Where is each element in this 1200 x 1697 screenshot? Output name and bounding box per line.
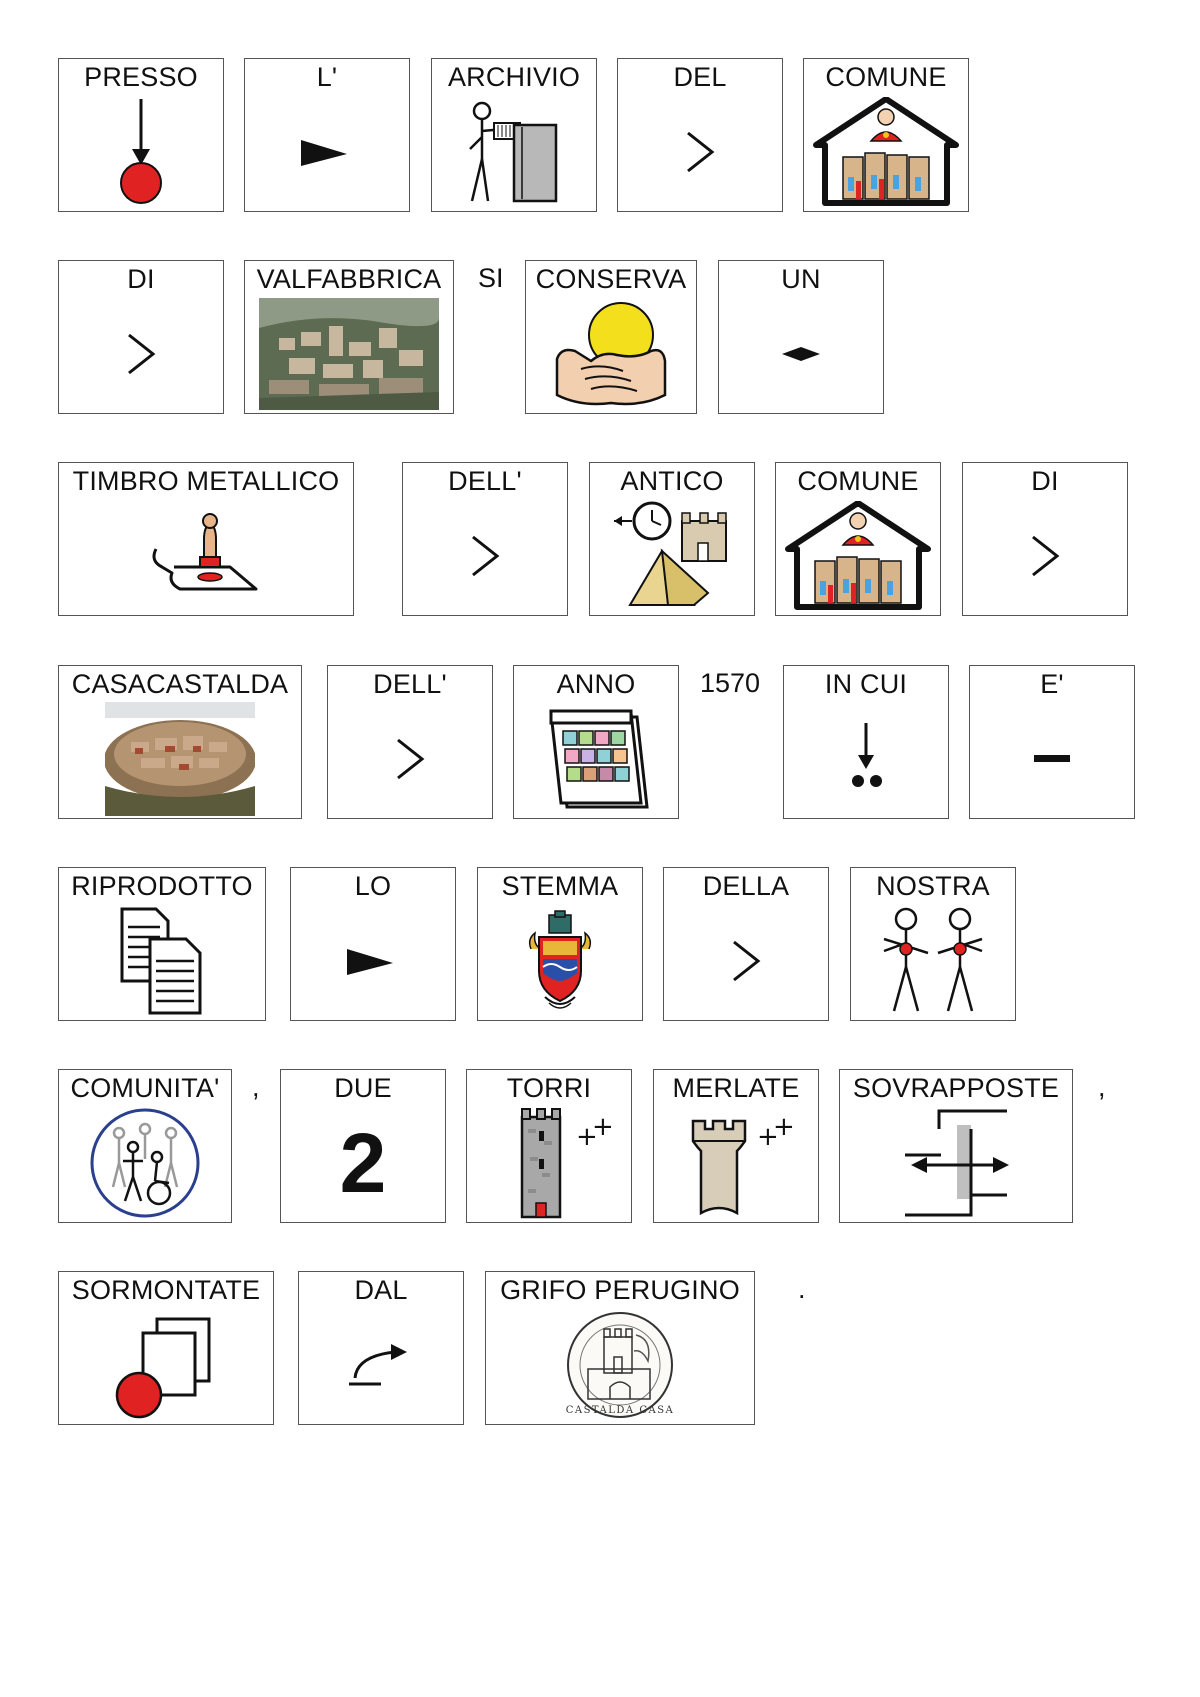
card-label: ANTICO (620, 466, 724, 496)
card-label: DI (127, 264, 155, 294)
card-label: PRESSO (84, 62, 198, 92)
card-label: COMUNITA' (70, 1073, 220, 1103)
card-label: IN CUI (824, 669, 908, 699)
symbol-card[interactable] (513, 665, 679, 819)
tower-plural-icon (467, 1108, 631, 1218)
aerial-town-photo-icon (59, 704, 301, 814)
symbol-card[interactable] (431, 58, 597, 212)
community-icon (59, 1108, 231, 1218)
symbol-card[interactable] (58, 665, 302, 819)
symbol-card[interactable] (402, 462, 568, 616)
arrow-into-dots-icon (784, 704, 948, 814)
two-people-icon (851, 906, 1015, 1016)
card-label: CASACASTALDA (71, 669, 289, 699)
town-hall-icon (804, 97, 968, 207)
sentence-row (0, 1069, 1200, 1225)
card-label: DAL (354, 1275, 408, 1305)
overlap-arrows-icon (840, 1108, 1072, 1218)
sentence-row (0, 665, 1200, 821)
card-label: LO (354, 871, 392, 901)
symbol-card[interactable] (327, 665, 493, 819)
card-label: L' (316, 62, 338, 92)
chevron-right-icon (664, 906, 828, 1016)
loose-word: , (1098, 1072, 1106, 1102)
card-label: DELLA (702, 871, 790, 901)
symbol-card[interactable] (962, 462, 1128, 616)
card-label: SORMONTATE (71, 1275, 261, 1305)
symbol-card[interactable] (298, 1271, 464, 1425)
triangle-pointer-icon (291, 906, 455, 1016)
symbol-card[interactable] (244, 260, 454, 414)
card-label: DELL' (373, 669, 447, 699)
card-label: GRIFO PERUGINO (500, 1275, 740, 1305)
symbol-card[interactable] (58, 260, 224, 414)
symbol-card[interactable] (244, 58, 410, 212)
symbol-card[interactable] (589, 462, 755, 616)
sentence-row (0, 58, 1200, 214)
symbol-card[interactable] (477, 867, 643, 1021)
symbol-card[interactable] (803, 58, 969, 212)
sentence-row (0, 1271, 1200, 1427)
seal-icon (486, 1310, 754, 1420)
svg-text:+: + (773, 1112, 795, 1142)
card-label: DI (1031, 466, 1059, 496)
stacked-squares-icon (59, 1310, 273, 1420)
card-label: RIPRODOTTO (71, 871, 253, 901)
loose-word: 1570 (700, 668, 761, 698)
symbol-card[interactable] (839, 1069, 1073, 1223)
card-label: DEL (673, 62, 727, 92)
copy-documents-icon (59, 906, 265, 1016)
card-label: ARCHIVIO (447, 62, 581, 92)
card-label: DUE (334, 1073, 392, 1103)
card-label: E' (1040, 669, 1064, 699)
symbol-card[interactable] (58, 1069, 232, 1223)
stamp-icon (59, 501, 353, 611)
card-label: TIMBRO METALLICO (72, 466, 340, 496)
symbol-card[interactable] (653, 1069, 819, 1223)
card-label: COMUNE (797, 466, 919, 496)
bar-icon (970, 704, 1134, 814)
card-label: VALFABBRICA (256, 264, 442, 294)
symbol-card[interactable] (783, 665, 949, 819)
arrow-down-to-dot-icon (59, 97, 223, 207)
coat-of-arms-icon (478, 906, 642, 1016)
card-label: DELL' (448, 466, 522, 496)
curved-arrow-icon (299, 1310, 463, 1420)
symbol-card[interactable] (617, 58, 783, 212)
card-label: CONSERVA (535, 264, 687, 294)
archive-person-icon (432, 97, 596, 207)
card-label: COMUNE (825, 62, 947, 92)
sentence-row (0, 260, 1200, 416)
symbol-card[interactable] (663, 867, 829, 1021)
card-label: SOVRAPPOSTE (852, 1073, 1060, 1103)
card-label: UN (781, 264, 821, 294)
svg-text:+: + (576, 1122, 598, 1152)
card-label: TORRI (506, 1073, 592, 1103)
loose-word: , (252, 1072, 260, 1102)
symbol-card[interactable] (58, 867, 266, 1021)
sentence-row (0, 867, 1200, 1023)
svg-text:+: + (757, 1122, 779, 1152)
antique-icon (590, 501, 754, 611)
card-label: ANNO (556, 669, 636, 699)
symbol-card[interactable] (775, 462, 941, 616)
town-hall-icon (776, 501, 940, 611)
symbol-card[interactable] (58, 58, 224, 212)
chevron-right-icon (963, 501, 1127, 611)
chevron-right-icon (618, 97, 782, 207)
symbol-card[interactable] (58, 1271, 274, 1425)
symbol-card[interactable] (58, 462, 354, 616)
card-label: MERLATE (672, 1073, 800, 1103)
symbol-card[interactable] (290, 867, 456, 1021)
chevron-right-icon (328, 704, 492, 814)
card-label: STEMMA (501, 871, 619, 901)
hands-holding-ball-icon (526, 299, 696, 409)
calendar-icon (514, 704, 678, 814)
symbol-card[interactable] (466, 1069, 632, 1223)
town-photo-icon (245, 299, 453, 409)
symbol-card[interactable] (485, 1271, 755, 1425)
diamond-icon (719, 299, 883, 409)
symbol-card[interactable] (850, 867, 1016, 1021)
svg-text:+: + (592, 1112, 614, 1142)
symbol-card[interactable] (718, 260, 884, 414)
number-two-icon: 2 (339, 1116, 387, 1210)
symbol-card[interactable] (969, 665, 1135, 819)
battlement-plural-icon (654, 1108, 818, 1218)
chevron-right-icon (403, 501, 567, 611)
sentence-row (0, 462, 1200, 618)
loose-word: . (798, 1274, 806, 1304)
seal-text: CASTALDA CASA (565, 1405, 675, 1416)
card-label: NOSTRA (876, 871, 990, 901)
symbol-card[interactable] (280, 1069, 446, 1223)
triangle-pointer-icon (245, 97, 409, 207)
chevron-right-icon (59, 299, 223, 409)
symbol-card[interactable] (525, 260, 697, 414)
loose-word: SI (478, 263, 504, 293)
